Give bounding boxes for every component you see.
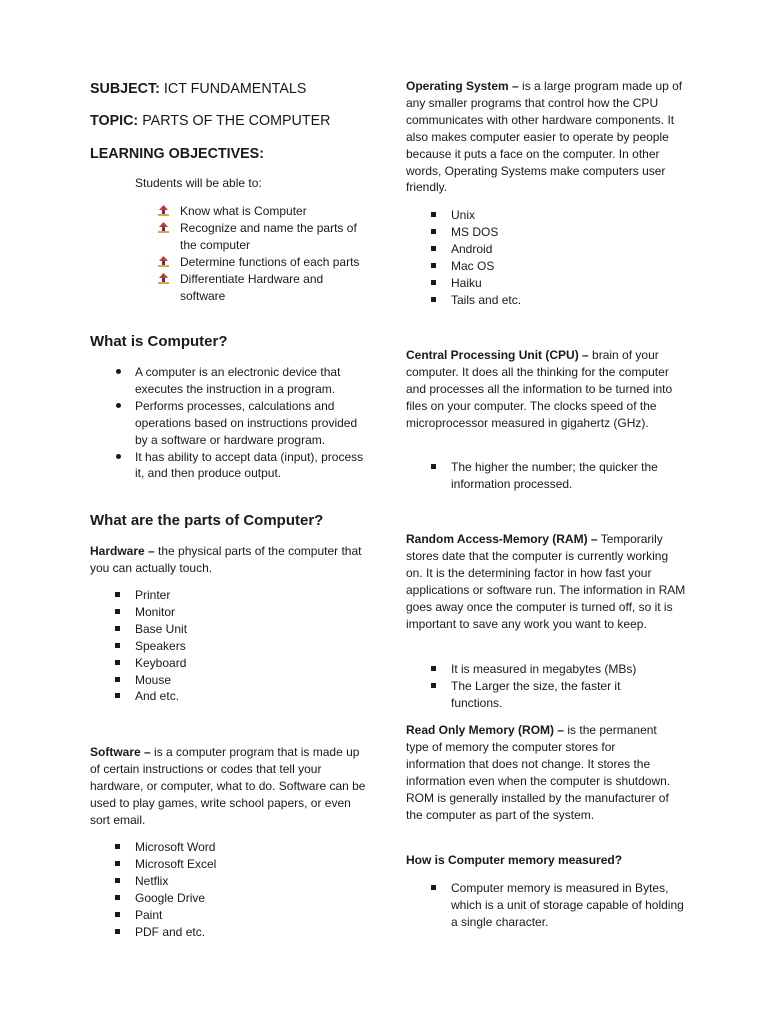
item-text: Google Drive: [135, 890, 206, 905]
what-is-list: [135, 364, 367, 482]
arrow-bullet-icon: [157, 205, 170, 217]
item-text: The Larger the size, the faster it functions.: [451, 678, 621, 710]
cpu-def-text: brain of your computer. It does all the thinking for the computer and processes all the information to be turned into files on your computer. The clocks speed of the microprocessor measured in gigahertz (GHz).: [406, 348, 673, 430]
list-item: [451, 459, 687, 493]
item-text: Microsoft Excel: [135, 856, 217, 871]
ram-def-text: Temporarily stores date that the computer is currently working on. It is the determining factor in how fast your applications or software run. The information in RAM goes away once the computer is turned off, so it is important to save any work you want to keep.: [406, 532, 686, 631]
list-item: [135, 907, 216, 924]
arrow-bullet-icon: [157, 256, 170, 268]
item-text: Monitor: [135, 604, 176, 619]
bullet-square-icon: [115, 643, 120, 648]
ram-list: [451, 661, 651, 712]
list-item: [135, 621, 187, 638]
rom-def-text: is the permanent type of memory the computer stores for information that does not change. It stores the information even when the computer is shutdown. ROM is generally installed by the manufacturer of the computer as part of the system.: [406, 723, 671, 822]
bullet-square-icon: [115, 912, 120, 917]
item-text: Tails and etc.: [451, 292, 522, 307]
software-definition: [90, 744, 372, 829]
topic-label: TOPIC:: [90, 113, 139, 129]
list-item: [180, 271, 360, 305]
rom-term: Read Only Memory (ROM) –: [406, 723, 565, 737]
list-item: [135, 449, 367, 483]
ram-term: Random Access-Memory (RAM) –: [406, 532, 598, 546]
cpu-definition: [406, 347, 686, 432]
objectives-label: LEARNING OBJECTIVES:: [90, 146, 264, 162]
os-def-text: is a large program made up of any smaller programs that control how the CPU communicates with other hardware components. It also makes computer easier to operate by people because it puts a face on the computer. In other words, Operating Systems make computers user friendly.: [406, 79, 683, 195]
topic-value: PARTS OF THE COMPUTER: [142, 113, 331, 129]
arrow-bullet-icon: [157, 273, 170, 285]
cpu-list: [451, 459, 687, 493]
item-text: It is measured in megabytes (MBs): [451, 662, 637, 676]
list-item: [451, 207, 521, 224]
item-text: And etc.: [135, 689, 180, 704]
bullet-square-icon: [431, 212, 436, 217]
objectives-list: [180, 203, 360, 304]
objective-text: Know what is Computer: [180, 204, 307, 218]
hardware-def-text: the physical parts of the computer that you can actually touch.: [90, 544, 362, 575]
bullet-square-icon: [115, 895, 120, 900]
list-item: [135, 873, 216, 890]
bullet-dot-icon: [116, 454, 121, 459]
bullet-text: A computer is an electronic device that executes the instruction in a program.: [135, 365, 341, 396]
list-item: [451, 241, 521, 258]
os-term: Operating System –: [406, 79, 519, 93]
list-item: [451, 678, 651, 712]
list-item: [135, 638, 187, 655]
list-item: [135, 587, 187, 604]
list-item: [135, 655, 187, 672]
objectives-heading: [90, 145, 264, 163]
subject-label: SUBJECT:: [90, 81, 160, 97]
bullet-square-icon: [431, 683, 436, 688]
list-item: [135, 604, 187, 621]
bullet-square-icon: [431, 297, 436, 302]
rom-definition: [406, 722, 678, 823]
list-item: [135, 364, 367, 398]
cpu-term: Central Processing Unit (CPU) –: [406, 348, 589, 362]
item-text: Printer: [135, 588, 171, 602]
bullet-square-icon: [115, 844, 120, 849]
list-item: [451, 275, 521, 292]
memory-heading-text: How is Computer memory measured?: [406, 853, 623, 867]
list-item: [135, 839, 216, 856]
bullet-square-icon: [115, 660, 120, 665]
list-item: [451, 258, 521, 275]
ram-definition: [406, 531, 686, 632]
bullet-square-icon: [115, 626, 120, 631]
objective-text: Determine functions of each parts: [180, 254, 360, 269]
topic-line: [90, 112, 330, 130]
item-text: Speakers: [135, 638, 186, 653]
objective-text: Differentiate Hardware and software: [180, 271, 324, 303]
item-text: Mac OS: [451, 258, 495, 273]
item-text: Base Unit: [135, 621, 188, 636]
item-text: Computer memory is measured in Bytes, which is a unit of storage capable of holding a single character.: [451, 881, 684, 929]
os-list: [451, 207, 521, 308]
bullet-text: Performs processes, calculations and operations based on instructions provided by a software or hardware program.: [135, 398, 358, 447]
item-text: Haiku: [451, 275, 482, 290]
item-text: Keyboard: [135, 655, 187, 670]
bullet-square-icon: [431, 280, 436, 285]
objective-text: Recognize and name the parts of the computer: [180, 220, 357, 252]
bullet-square-icon: [115, 592, 120, 597]
hardware-term: Hardware –: [90, 544, 155, 558]
list-item: [135, 924, 216, 941]
list-item: [135, 688, 187, 705]
list-item: [135, 672, 187, 689]
bullet-square-icon: [431, 464, 436, 469]
list-item: [180, 203, 360, 220]
parts-heading: What are the parts of Computer?: [90, 512, 324, 529]
list-item: [451, 292, 521, 309]
os-definition: [406, 78, 686, 196]
bullet-square-icon: [431, 666, 436, 671]
software-def-text: is a computer program that is made up of certain instructions or codes that tell your hardware, or computer, what to do. Software can be used to play games, write school papers, or even sort email.: [90, 745, 366, 827]
subject-line: [90, 80, 306, 98]
item-text: Unix: [451, 208, 476, 222]
item-text: MS DOS: [451, 224, 499, 239]
bullet-square-icon: [431, 885, 436, 890]
bullet-square-icon: [115, 878, 120, 883]
memory-heading: [406, 852, 622, 869]
item-text: Mouse: [135, 672, 172, 687]
item-text: Netflix: [135, 873, 169, 888]
bullet-dot-icon: [116, 369, 121, 374]
bullet-square-icon: [115, 677, 120, 682]
bullet-square-icon: [115, 693, 120, 698]
hardware-definition: [90, 543, 370, 577]
bullet-text: It has ability to accept data (input), process it, and then produce output.: [135, 449, 364, 481]
what-is-heading: What is Computer?: [90, 333, 228, 350]
subject-value: ICT FUNDAMENTALS: [163, 81, 307, 97]
bullet-square-icon: [115, 609, 120, 614]
bullet-square-icon: [431, 229, 436, 234]
item-text: Microsoft Word: [135, 840, 216, 854]
hardware-list: [135, 587, 187, 705]
list-item: [451, 880, 687, 931]
list-item: [180, 220, 360, 254]
memory-list: [451, 880, 687, 931]
list-item: [180, 254, 360, 271]
list-item: [451, 661, 651, 678]
bullet-square-icon: [431, 246, 436, 251]
item-text: PDF and etc.: [135, 924, 206, 939]
bullet-square-icon: [115, 929, 120, 934]
arrow-bullet-icon: [157, 222, 170, 234]
item-text: Paint: [135, 907, 163, 922]
bullet-square-icon: [431, 263, 436, 268]
list-item: [451, 224, 521, 241]
item-text: The higher the number; the quicker the information processed.: [451, 460, 658, 491]
item-text: Android: [451, 241, 493, 256]
list-item: [135, 856, 216, 873]
list-item: [135, 398, 367, 449]
bullet-square-icon: [115, 861, 120, 866]
software-term: Software –: [90, 745, 151, 759]
software-list: [135, 839, 216, 940]
objectives-intro: Students will be able to:: [135, 176, 262, 190]
list-item: [135, 890, 216, 907]
bullet-dot-icon: [116, 403, 121, 408]
